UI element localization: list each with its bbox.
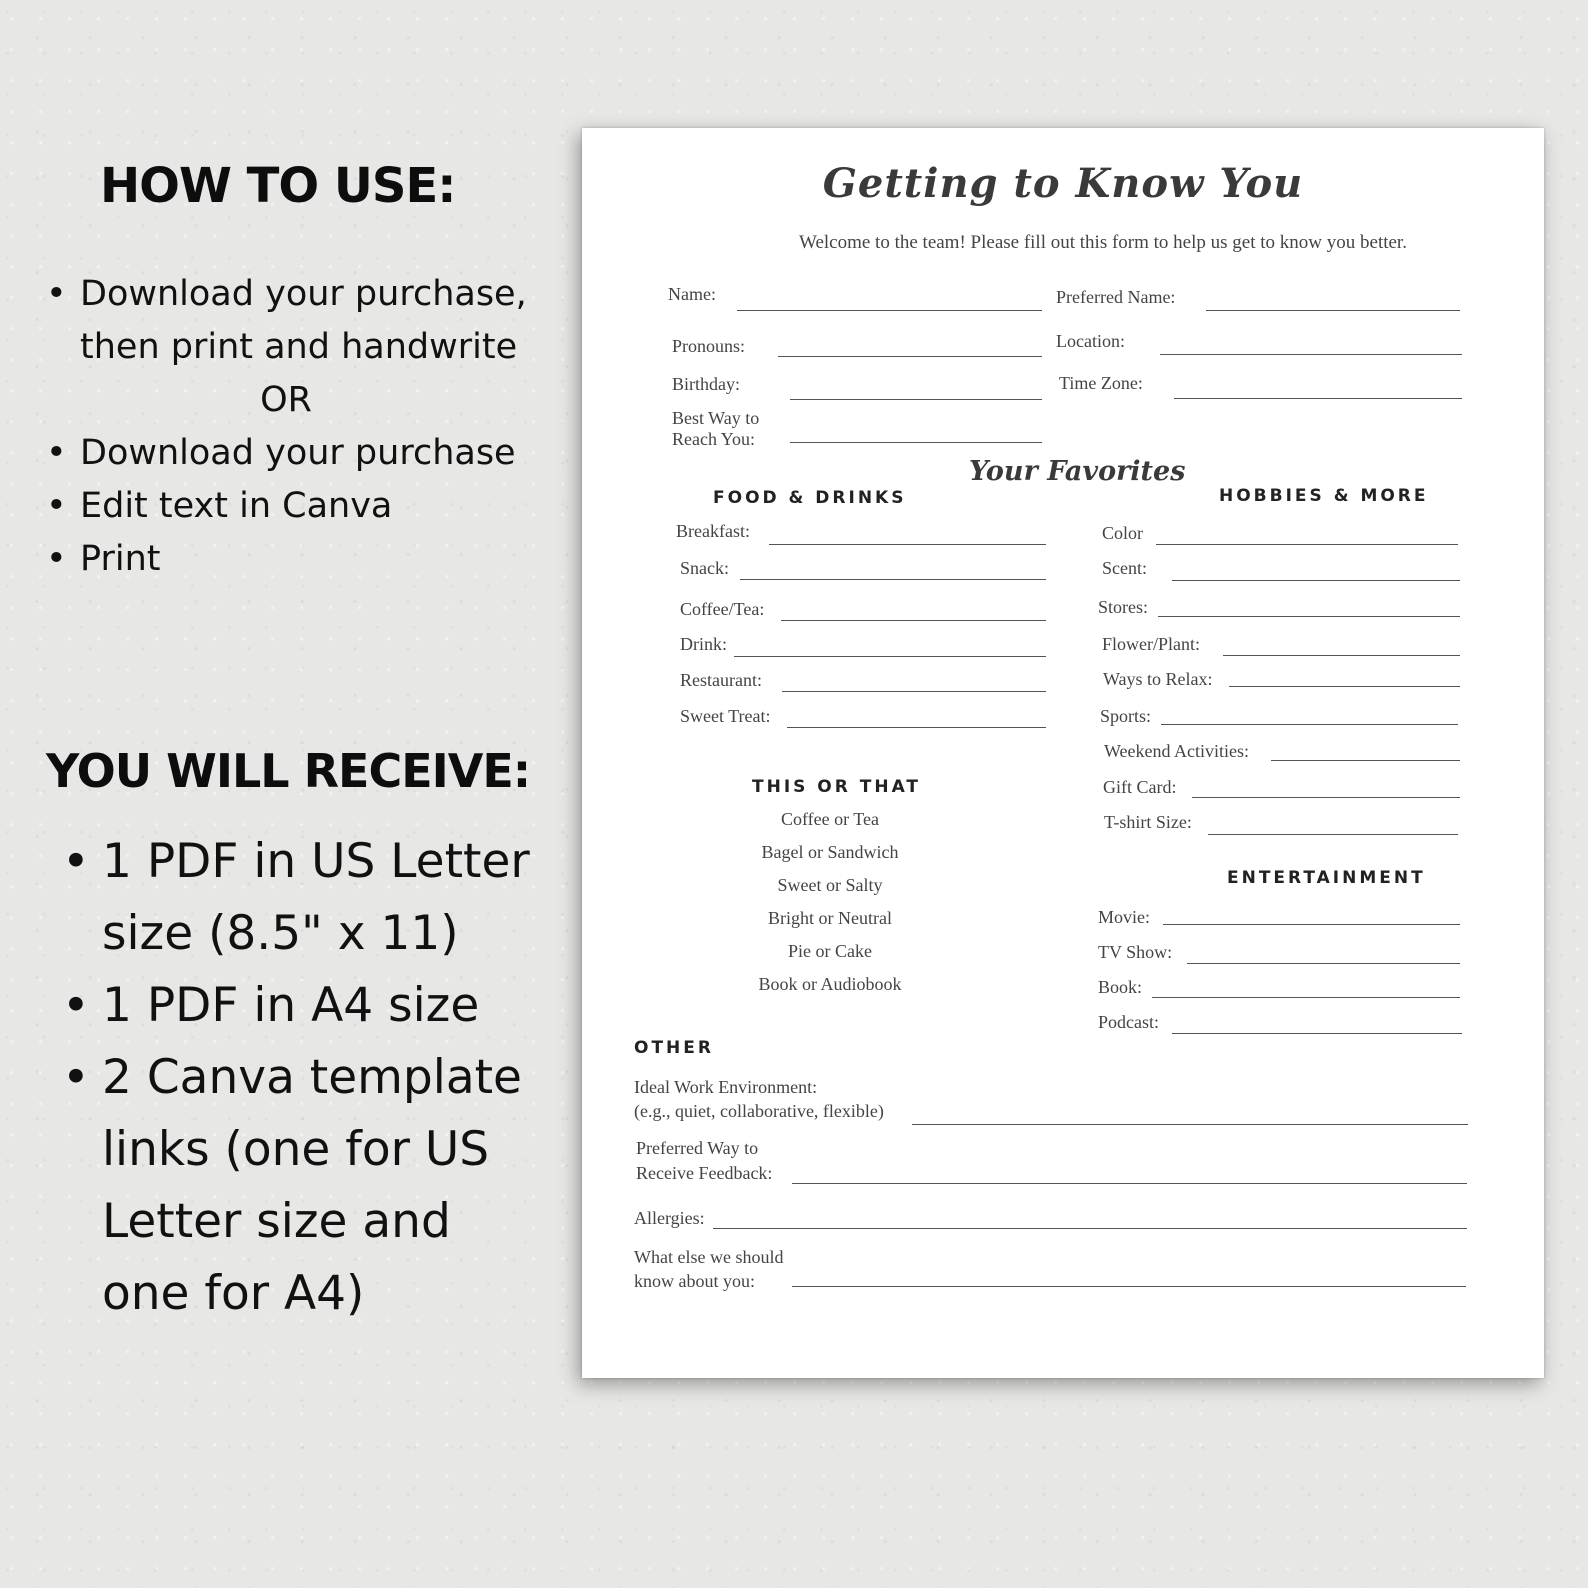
receive-title: YOU WILL RECEIVE: [46,744,531,798]
receive-item [62,970,582,1042]
flower-plant-line[interactable] [1223,655,1460,656]
time-zone-label: Time Zone: [1059,373,1143,393]
other-heading: OTHER [634,1038,714,1058]
pronouns-line[interactable] [778,356,1042,357]
scent-label: Scent: [1102,558,1147,578]
what-else-label-line2: know about you: [634,1271,755,1291]
stores-line[interactable] [1158,616,1460,617]
snack-line[interactable] [740,579,1046,580]
location-label: Location: [1056,331,1125,351]
this-or-that-item: Book or Audiobook [758,974,902,994]
drink-label: Drink: [680,634,727,654]
allergies-line[interactable] [713,1228,1467,1229]
book-label: Book: [1098,977,1143,997]
how-to-use-title: HOW TO USE: [100,158,456,214]
sweet-treat-label: Sweet Treat: [680,706,771,726]
preferred-name-label: Preferred Name: [1056,287,1176,307]
podcast-label: Podcast: [1098,1012,1159,1032]
weekend-activities-line[interactable] [1271,760,1460,761]
location-line[interactable] [1160,354,1462,355]
entertainment-heading: ENTERTAINMENT [1227,868,1426,888]
flower-plant-label: Flower/Plant: [1102,634,1200,654]
welcome-text: Welcome to the team! Please fill out this form to help us get to know you better. [799,232,1407,253]
color-line[interactable] [1156,544,1458,545]
breakfast-label: Breakfast: [676,521,750,541]
receive-item [62,826,582,970]
how-to-use-item: • Edit text in Canva [46,480,586,533]
form-sheet [582,128,1544,1378]
receive-item-line: Letter size and [102,1194,451,1249]
receive-item-line: • 2 Canva template [102,1050,522,1105]
what-else-line[interactable] [792,1286,1466,1287]
receive-item-line: one for A4) [102,1266,365,1321]
drink-line[interactable] [734,656,1046,657]
what-else-label [634,1245,783,1293]
receive-item-line: size (8.5" x 11) [102,906,459,961]
coffee-tea-label: Coffee/Tea: [680,599,765,619]
how-to-use-or: OR [260,380,312,420]
ways-to-relax-label: Ways to Relax: [1103,669,1213,689]
tv-show-line[interactable] [1187,963,1460,964]
receive-item [62,1042,582,1330]
sports-line[interactable] [1161,724,1458,725]
weekend-activities-label: Weekend Activities: [1104,741,1250,761]
sweet-treat-line[interactable] [787,727,1046,728]
movie-line[interactable] [1163,924,1460,925]
feedback-label-line2: Receive Feedback: [636,1163,773,1183]
gift-card-line[interactable] [1192,797,1460,798]
best-way-label-line1: Best Way to [672,408,760,428]
snack-label: Snack: [680,558,729,578]
sports-label: Sports: [1100,706,1152,726]
time-zone-line[interactable] [1174,398,1462,399]
feedback-label-line1: Preferred Way to [636,1138,759,1158]
pronouns-label: Pronouns: [672,336,746,356]
how-to-use-item: • Print [46,533,586,586]
ideal-environment-label-line2: (e.g., quiet, collaborative, flexible) [634,1101,884,1121]
birthday-line[interactable] [790,399,1042,400]
food-drinks-heading: FOOD & DRINKS [713,488,907,508]
ideal-environment-line[interactable] [912,1124,1468,1125]
breakfast-line[interactable] [769,544,1046,545]
ideal-environment-label-line1: Ideal Work Environment: [634,1077,818,1097]
how-to-use-list [46,268,586,586]
name-label: Name: [668,284,716,304]
ideal-environment-label [634,1075,884,1123]
coffee-tea-line[interactable] [781,620,1046,621]
favorites-title: Your Favorites [969,456,1186,487]
restaurant-line[interactable] [782,691,1046,692]
tshirt-size-label: T-shirt Size: [1104,812,1192,832]
stores-label: Stores: [1098,597,1149,617]
how-to-use-item: • Download your purchase, [46,268,586,321]
feedback-label [636,1136,772,1186]
receive-list [62,826,582,1330]
color-label: Color [1102,523,1144,543]
what-else-label-line1: What else we should [634,1247,784,1267]
podcast-line[interactable] [1172,1033,1462,1034]
ways-to-relax-line[interactable] [1229,686,1460,687]
birthday-label: Birthday: [672,374,740,394]
feedback-line[interactable] [792,1183,1467,1184]
movie-label: Movie: [1098,907,1150,927]
receive-item-line: links (one for US [102,1122,490,1177]
receive-item-line: • 1 PDF in A4 size [102,978,480,1033]
form-title: Getting to Know You [822,160,1304,207]
how-to-use-item: • Download your purchase [46,427,586,480]
book-line[interactable] [1152,997,1460,998]
preferred-name-line[interactable] [1206,310,1460,311]
best-way-line[interactable] [790,442,1042,443]
best-way-label [672,408,759,450]
hobbies-heading: HOBBIES & MORE [1219,486,1429,506]
how-to-use-item-continued: then print and handwrite [80,327,518,367]
best-way-label-line2: Reach You: [672,429,756,449]
this-or-that-heading: THIS OR THAT [752,777,922,797]
this-or-that-item: Bagel or Sandwich [761,842,899,862]
tshirt-size-line[interactable] [1208,834,1458,835]
restaurant-label: Restaurant: [680,670,762,690]
allergies-label: Allergies: [634,1208,705,1228]
scent-line[interactable] [1172,580,1460,581]
this-or-that-item: Coffee or Tea [780,809,880,829]
name-line[interactable] [737,310,1042,311]
gift-card-label: Gift Card: [1103,777,1177,797]
this-or-that-item: Bright or Neutral [768,908,892,928]
this-or-that-item: Pie or Cake [788,941,872,961]
this-or-that-item: Sweet or Salty [777,875,883,895]
receive-item-line: • 1 PDF in US Letter [102,834,530,889]
tv-show-label: TV Show: [1098,942,1173,962]
